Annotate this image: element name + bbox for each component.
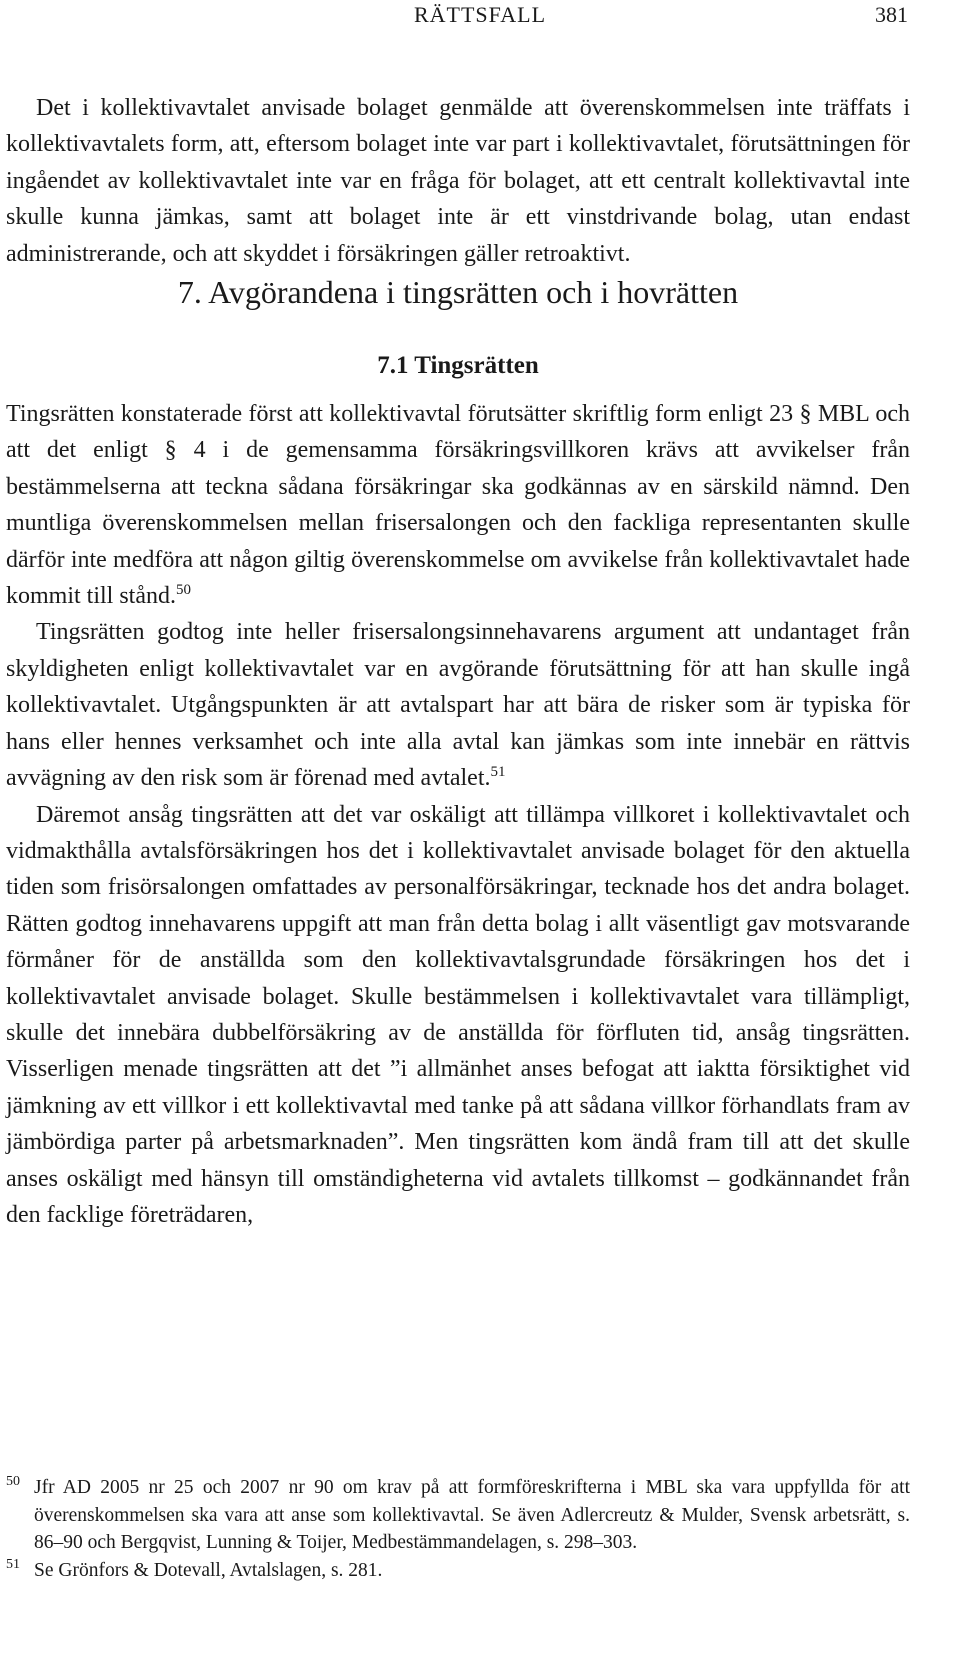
footnote-number: 50 <box>6 1474 20 1489</box>
paragraph-2 <box>6 614 910 796</box>
footnote-text: Jfr AD 2005 nr 25 och 2007 nr 90 om krav på att formföreskrifterna i MBL ska vara uppfyllda för att överenskommelsen ska vara att anse som kollektivavtal. Se även Adlercreutz & Mulder, Svensk arbetsrätt, s. 86–90 och Bergqvist, Lunning & Toijer, Medbestämmandelagen, s. 298–303. <box>34 1477 910 1554</box>
section-heading: 7. Avgörandena i tingsrätten och i hovrätten <box>177 274 739 311</box>
page-number: 381 <box>875 2 908 27</box>
footnote-51 <box>6 1557 910 1585</box>
intro-paragraph: Det i kollektivavtalet anvisade bolaget genmälde att överenskommelsen inte träffats i kollektivavtalets form, att, eftersom bolaget inte var part i kollektivavtalet, förutsättningen för ingåendet av kollektivavtalet inte var en fråga för bolaget, att ett centralt kollektivavtal inte skulle kunna jämkas, samt att bolaget inte är ett vinstdrivande bolag, utan endast administrerande, och att skyddet i försäkringen gäller retroaktivt. <box>6 95 910 267</box>
footnotes <box>6 1474 910 1584</box>
page-body <box>6 90 910 1233</box>
footnote-ref-51[interactable]: 51 <box>490 764 506 781</box>
paragraph-2-text: Tingsrätten godtog inte heller frisersalongsinnehavarens argument att undantaget från skyldigheten enligt kollektivavtalet var en avgörande förutsättning för att han skulle ingå kollektivavtalet. Utgångspunkten är att avtalspart har att bära de risker som är typiska för hans eller hennes verksamhet och inte alla avtal kan jämkas som inte innebär en rättvis avvägning av den risk som är förenad med avtalet. <box>6 619 910 792</box>
paragraph-3: Däremot ansåg tingsrätten att det var oskäligt att tillämpa villkoret i kollektivavtalet och vidmakthålla avtalsförsäkringen hos det i kollektivavtalet anvisade bolaget för den aktuella tiden som frisörsalongen omfattades av personalförsäkringar, tecknade hos det andra bolaget. Rätten godtog innehavarens uppgift att man från detta bolag i allt väsentligt gav motsvarande förmåner för de anställda som den kollektivavtalsgrundade försäkringen hos det i kollektivavtalet anvisade bolaget. Skulle bestämmelsen i kollektivavtalet vara tillämpligt, skulle det innebära dubbelförsäkring av de anställda för förfluten tid, ansåg tingsrätten. Visserligen menade tingsrätten att det ”i allmänhet anses befogat att iaktta försiktighet vid jämkning av ett villkor i ett kollektivavtal med tanke på att sådana villkor förhandlats fram av jämbördiga parter på arbetsmarknaden”. Men tingsrätten kom ändå fram till att det skulle anses oskäligt med hänsyn till omständigheterna vid avtalets tillkomst – godkännandet från den facklige företrädaren, <box>6 801 910 1228</box>
running-header <box>0 2 960 32</box>
footnote-ref-50[interactable]: 50 <box>176 582 192 599</box>
subsection-heading: 7.1 Tingsrätten <box>377 352 539 380</box>
paragraph-1-text: Tingsrätten konstaterade först att kollektivavtal förutsätter skriftlig form enligt 23 § MBL och att det enligt § 4 i de gemensamma försäkringsvillkoren krävs att avvikelser från bestämmelserna att teckna sådana försäkringar ska godkännas av en särskild nämnd. Den muntliga överenskommelsen mellan frisersalongen och den fackliga representanten skulle därför inte medföra att någon giltig överenskommelse om avvikelse från kollektivavtalet hade kommit till stånd. <box>6 401 910 610</box>
running-title: RÄTTSFALL <box>413 2 547 27</box>
footnote-50 <box>6 1474 910 1557</box>
footnote-text: Se Grönfors & Dotevall, Avtalslagen, s. 281. <box>34 1559 383 1581</box>
footnote-number: 51 <box>6 1556 20 1572</box>
paragraph-1 <box>6 396 910 614</box>
